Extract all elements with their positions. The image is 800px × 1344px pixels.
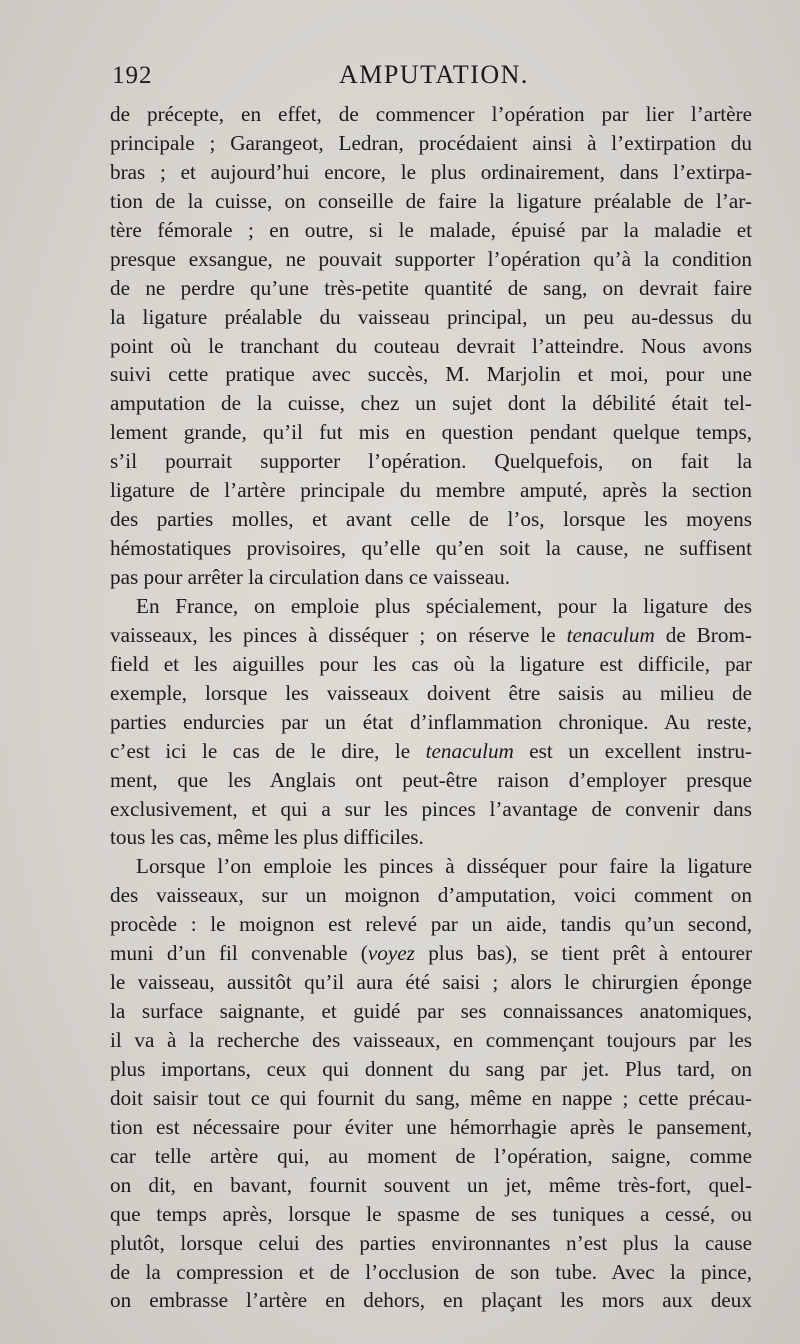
text-line — [110, 592, 752, 621]
text-line — [110, 1171, 752, 1200]
text-line — [110, 1055, 752, 1084]
text-line — [110, 737, 752, 766]
text-run: principale ; Garangeot, Ledran, procédaient ainsi à l’extirpation du — [110, 130, 752, 155]
text-run: des parties molles, et avant celle de l’os, lorsque les moyens — [110, 507, 752, 532]
italic-term: tenaculum — [425, 738, 514, 763]
text-run: bras ; et aujourd’hui encore, le plus ordinairement, dans l’extirpa- — [110, 159, 752, 184]
body-text — [110, 100, 752, 1315]
text-run: En France, on emploie plus spécialement, pour la ligature des — [136, 593, 752, 618]
text-line — [110, 158, 752, 187]
text-line — [110, 505, 752, 534]
italic-term: voyez — [367, 941, 415, 966]
paragraph — [110, 852, 752, 1315]
text-run: ment, que les Anglais ont peut-être raison d’employer presque — [110, 767, 752, 792]
text-run: tion de la cuisse, on conseille de faire la ligature préalable de l’ar- — [110, 188, 752, 213]
text-line — [110, 534, 752, 563]
italic-term: tenaculum — [566, 622, 655, 647]
page-header — [110, 58, 750, 94]
text-line — [110, 1084, 752, 1113]
text-run: presque exsangue, ne pouvait supporter l’opération qu’à la condition — [110, 246, 752, 271]
text-run: que temps après, lorsque le spasme de ses tuniques a cessé, ou — [110, 1201, 752, 1226]
text-run: de ne perdre qu’une très-petite quantité de sang, on devrait faire — [110, 275, 752, 300]
text-line — [110, 274, 752, 303]
text-run: field et les aiguilles pour les cas où la ligature est difficile, par — [110, 651, 752, 676]
text-line — [110, 418, 752, 447]
text-line — [110, 939, 752, 968]
text-run: tère fémorale ; en outre, si le malade, épuisé par la maladie et — [110, 217, 752, 242]
text-line — [110, 1286, 752, 1315]
text-run: vaisseaux, les pinces à disséquer ; on réserve le — [110, 622, 567, 647]
text-run: amputation de la cuisse, chez un sujet dont la débilité était tel- — [110, 391, 752, 416]
text-run: c’est ici le cas de le dire, le — [110, 738, 426, 763]
text-run: il va à la recherche des vaisseaux, en commençant toujours par les — [110, 1028, 752, 1052]
paragraph — [110, 100, 752, 592]
text-run: lement grande, qu’il fut mis en question pendant quelque temps, — [110, 420, 752, 445]
text-line — [110, 100, 752, 129]
text-run: car telle artère qui, au moment de l’opération, saigne, comme — [110, 1143, 752, 1168]
page-number: 192 — [112, 62, 153, 89]
text-run: Lorsque l’on emploie les pinces à disséquer pour faire la ligature — [136, 854, 752, 879]
running-head: AMPUTATION. — [339, 60, 529, 89]
text-line — [110, 216, 752, 245]
text-line — [110, 1113, 752, 1142]
text-run: muni d’un fil convenable ( — [110, 941, 368, 966]
text-run: ligature de l’artère principale du membre amputé, après la section — [110, 478, 752, 503]
text-line — [110, 245, 752, 274]
text-run: on dit, en bavant, fournit souvent un jet, même très-fort, quel- — [110, 1172, 752, 1197]
text-line — [110, 621, 752, 650]
text-line — [110, 303, 752, 332]
text-run: plus importans, ceux qui donnent du sang par jet. Plus tard, on — [110, 1056, 752, 1081]
text-line — [110, 708, 752, 737]
text-run: la ligature préalable du vaisseau principal, un peu au-dessus du — [110, 304, 752, 329]
text-run: exclusivement, et qui a sur les pinces l’avantage de convenir dans — [110, 796, 752, 821]
text-run: la surface saignante, et guidé par ses connaissances anatomiques, — [110, 999, 752, 1024]
text-line — [110, 563, 752, 592]
text-line — [110, 881, 752, 910]
text-line — [110, 852, 752, 881]
text-line — [110, 823, 752, 852]
text-run: point où le tranchant du couteau devrait l’atteindre. Nous avons — [110, 333, 752, 358]
text-run: plutôt, lorsque celui des parties environnantes n’est plus la cause — [110, 1230, 752, 1255]
text-line — [110, 679, 752, 708]
text-line — [110, 360, 752, 389]
text-run: de la compression et de l’occlusion de son tube. Avec la pince, — [110, 1259, 752, 1284]
text-run: exemple, lorsque les vaisseaux doivent être saisis au milieu de — [110, 680, 752, 705]
text-run: s’il pourrait supporter l’opération. Quelquefois, on fait la — [110, 449, 752, 474]
text-line — [110, 650, 752, 679]
text-run: procède : le moignon est relevé par un aide, tandis qu’un second, — [110, 912, 752, 937]
text-run: est un excellent instru- — [513, 738, 752, 763]
text-line — [110, 910, 752, 939]
text-run: le vaisseau, aussitôt qu’il aura été saisi ; alors le chirurgien éponge — [110, 970, 752, 995]
text-line — [110, 1026, 752, 1055]
text-line — [110, 968, 752, 997]
text-run: doit saisir tout ce qui fournit du sang, même en nappe ; cette précau- — [110, 1085, 752, 1110]
text-line — [110, 332, 752, 361]
text-run: on embrasse l’artère en dehors, en plaçant les mors aux deux — [110, 1288, 752, 1313]
text-line — [110, 476, 752, 505]
text-run: tous les cas, même les plus difficiles. — [110, 825, 424, 850]
text-run: de précepte, en effet, de commencer l’opération par lier l’artère — [110, 102, 752, 126]
text-run: des vaisseaux, sur un moignon d’amputation, voici comment on — [110, 883, 752, 908]
text-line — [110, 1229, 752, 1258]
text-line — [110, 997, 752, 1026]
text-line — [110, 447, 752, 476]
text-run: plus bas), se tient prêt à entourer — [414, 941, 752, 966]
text-line — [110, 129, 752, 158]
text-line — [110, 1258, 752, 1287]
text-line — [110, 1200, 752, 1229]
text-run: pas pour arrêter la circulation dans ce vaisseau. — [110, 565, 511, 589]
text-run: suivi cette pratique avec succès, M. Marjolin et moi, pour une — [110, 362, 752, 387]
paragraph — [110, 592, 752, 852]
text-line — [110, 766, 752, 795]
text-run: tion est nécessaire pour éviter une hémorrhagie après le pansement, — [110, 1114, 752, 1139]
text-run: de Brom- — [654, 622, 752, 647]
text-run: parties endurcies par un état d’inflammation chronique. Au reste, — [110, 709, 752, 734]
text-line — [110, 187, 752, 216]
text-line — [110, 795, 752, 824]
text-run: hémostatiques provisoires, qu’elle qu’en soit la cause, ne suffisent — [110, 536, 752, 561]
text-line — [110, 389, 752, 418]
text-line — [110, 1142, 752, 1171]
